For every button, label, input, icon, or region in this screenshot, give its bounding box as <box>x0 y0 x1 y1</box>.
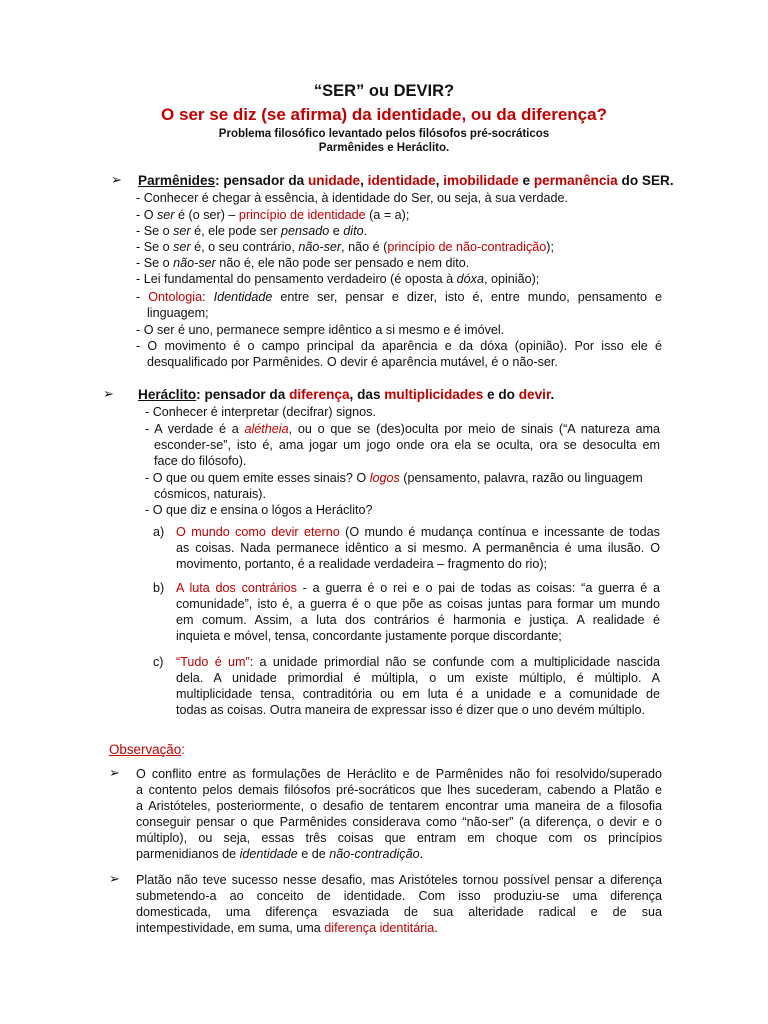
item-b-line-4: inquieta e móvel, tensa, concordante justamente porque discordante; <box>176 629 562 643</box>
heraclito-line-2: - A verdade é a alétheia, ou o que se (des)oculta por meio de sinais (“A natureza ama <box>145 422 660 436</box>
item-b-line-2: comunidade”, isto é, a guerra é o que põe as coisas juntas para formar um mundo <box>176 597 660 611</box>
arrow-bullet-icon: ➢ <box>111 172 122 187</box>
parmenides-line-8: - O ser é uno, permanece sempre idêntico a si mesmo e é imóvel. <box>136 323 505 337</box>
list-marker-c: c) <box>153 655 164 669</box>
item-b-key: A luta dos contrários <box>176 581 297 595</box>
heraclito-name: Heráclito <box>138 387 197 402</box>
observacao-p1-line-4: conseguir pensar o que Parmênides considerava como “não-ser” (a diferença, o devir e o <box>136 815 662 829</box>
parmenides-line-4: - Se o ser é, o seu contrário, não-ser, não é (princípio de não-contradição); <box>136 240 554 254</box>
observacao-heading: Observação: <box>109 742 185 757</box>
list-marker-b: b) <box>153 581 165 595</box>
parmenides-line-7-cont: linguagem; <box>147 306 209 320</box>
parmenides-line-2: - O ser é (o ser) – princípio de identidade (a = a); <box>136 208 410 222</box>
heraclito-line-3-cont: cósmicos, naturais). <box>154 487 266 501</box>
heraclito-line-4: - O que diz e ensina o lógos a Heráclito? <box>145 503 373 517</box>
keyword-permanencia: permanência <box>533 173 618 188</box>
document-title: “SER” ou DEVIR? <box>313 82 455 100</box>
title-note-line-1: Problema filosófico levantado pelos filósofos pré-socráticos <box>218 128 550 140</box>
observacao-p2-line-3: domesticada, uma diferença esvaziada de sua alteridade radical e de sua <box>136 905 662 919</box>
item-a-line-3: movimento, portanto, é a realidade verdadeira – fragmento do rio); <box>176 557 548 571</box>
parmenides-heading: Parmênides: pensador da unidade, identidade, imobilidade e permanência do SER. <box>138 173 674 188</box>
observacao-p2-line-2: submetendo-a ao conceito de identidade. Com isso produziu-se uma diferença <box>136 889 662 903</box>
parmenides-line-5: - Se o não-ser não é, ele não pode ser pensado e nem dito. <box>136 256 470 270</box>
parmenides-line-3: - Se o ser é, ele pode ser pensado e dito. <box>136 224 368 238</box>
observacao-p2-line-1: Platão não teve sucesso nesse desafio, mas Aristóteles tornou possível pensar a diferença <box>136 873 662 887</box>
arrow-bullet-icon: ➢ <box>109 871 120 886</box>
document-subtitle: O ser se diz (se afirma) da identidade, ou da diferença? <box>161 105 607 124</box>
item-a-key: O mundo como devir eterno <box>176 525 340 539</box>
observacao-p1-line-6: parmenidianos de identidade e de não-contradição. <box>136 847 424 861</box>
heraclito-line-1: - Conhecer é interpretar (decifrar) signos. <box>145 405 376 419</box>
heraclito-line-2-cont-1: esconder-se”, isto é, ama jogar um jogo onde ora ela se oculta, ora se desoculta em <box>154 438 660 452</box>
parmenides-line-9-cont: desqualificado por Parmênides. O devir é aparência mutável, é o não-ser. <box>147 355 558 369</box>
parmenides-line-1: - Conhecer é chegar à essência, à identidade do Ser, ou seja, à sua verdade. <box>136 191 568 205</box>
heraclito-line-3: - O que ou quem emite esses sinais? O logos (pensamento, palavra, razão ou linguagem <box>145 471 643 485</box>
item-a-line-1: O mundo como devir eterno (O mundo é mudança contínua e incessante de todas <box>176 525 660 539</box>
item-c-line-1: “Tudo é um”: a unidade primordial não se confunde com a multiplicidade nascida <box>176 655 660 669</box>
keyword-diferenca: diferença <box>289 387 350 402</box>
observacao-p1-line-5: múltiplo), ou seja, essas três coisas que entram em choque com os princípios <box>136 831 662 845</box>
keyword-devir: devir <box>518 387 551 402</box>
heraclito-heading: Heráclito: pensador da diferença, das multiplicidades e do devir. <box>138 387 555 402</box>
observacao-p1-line-2: a contento pelos demais filósofos pré-socráticos que lhes sucederam, cabendo a Platão e <box>136 783 662 797</box>
parmenides-line-7: - Ontologia: Identidade entre ser, pensar e dizer, isto é, entre mundo, pensamento e <box>136 290 662 304</box>
item-c-line-3: multiplicidade tensa, contraditória ou em luta é a unidade e a comunidade de <box>176 687 660 701</box>
item-b-line-1: A luta dos contrários - a guerra é o rei e o pai de todas as coisas: “a guerra é a <box>176 581 661 595</box>
parmenides-line-6: - Lei fundamental do pensamento verdadeiro (é oposta à dóxa, opinião); <box>136 272 540 286</box>
keyword-multiplicidades: multiplicidades <box>384 387 484 402</box>
item-c-line-2: dela. A unidade primordial é múltipla, o um existe múltiplo, é múltiplo. A <box>176 671 660 685</box>
parmenides-name: Parmênides <box>138 173 216 188</box>
observacao-p1-line-3: a Aristóteles, posteriormente, o desafio de tentarem encontrar uma maneira de a filosofia <box>136 799 662 813</box>
list-marker-a: a) <box>153 525 165 539</box>
arrow-bullet-icon: ➢ <box>109 765 120 780</box>
item-c-line-4: todas as coisas. Outra maneira de expressar isso é dizer que o uno devém múltiplo. <box>176 703 646 717</box>
keyword-identidade: identidade <box>367 173 436 188</box>
keyword-imobilidade: imobilidade <box>443 173 519 188</box>
item-b-line-3: em comum. Assim, a luta dos contrários é harmonia e justiça. A realidade é <box>176 613 660 627</box>
parmenides-line-9: - O movimento é o campo principal da aparência e da dóxa (opinião). Por isso ele é <box>136 339 662 353</box>
title-note-line-2: Parmênides e Heráclito. <box>318 142 450 154</box>
item-a-line-2: as coisas. Nada permanece idêntico a si mesmo. A permanência é uma ilusão. O <box>176 541 660 555</box>
observacao-p2-line-4: intempestividade, em suma, uma diferença identitária. <box>136 921 438 935</box>
arrow-bullet-icon: ➢ <box>103 386 114 401</box>
keyword-unidade: unidade <box>307 173 361 188</box>
item-c-key: “Tudo é um” <box>176 655 250 669</box>
observacao-p1-line-1: O conflito entre as formulações de Heráclito e de Parmênides não foi resolvido/superado <box>136 767 662 781</box>
heraclito-line-2-cont-2: face do filósofo). <box>154 454 247 468</box>
